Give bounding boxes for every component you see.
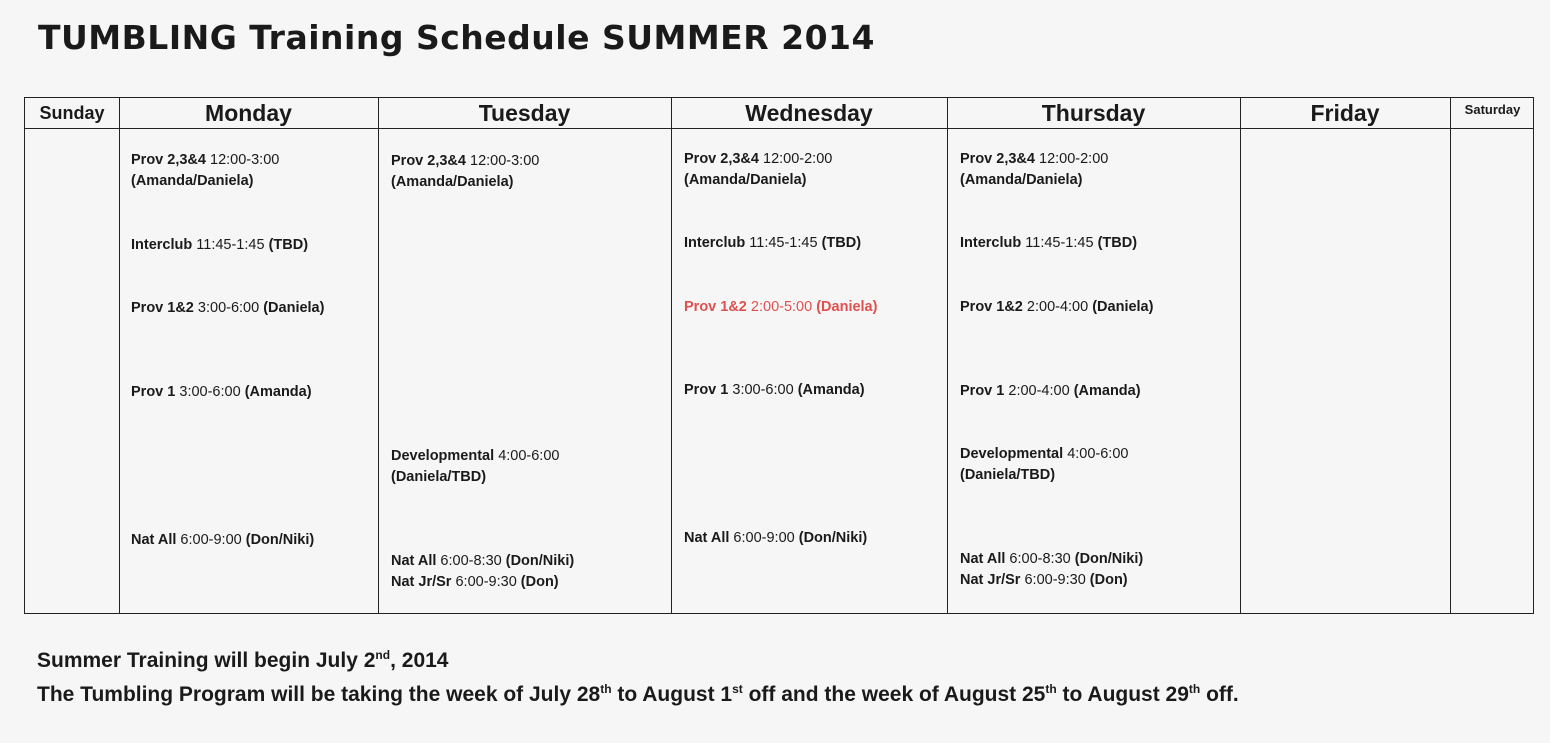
column-divider xyxy=(1450,98,1451,613)
schedule-entry-highlighted: Prov 1&2 2:00-5:00 (Daniela) xyxy=(684,299,878,315)
day-header-tuesday: Tuesday xyxy=(478,99,571,126)
schedule-entry: Prov 1&2 2:00-4:00 (Daniela) xyxy=(960,299,1154,315)
column-divider xyxy=(671,98,672,613)
schedule-entry: Nat All 6:00-8:30 (Don/Niki) Nat Jr/Sr 6:00-9:30 (Don) xyxy=(391,553,575,590)
page-title: TUMBLING Training Schedule SUMMER 2014 xyxy=(38,18,875,57)
day-header-friday: Friday xyxy=(1310,99,1380,126)
schedule-table xyxy=(24,97,1534,614)
schedule-entry: Interclub 11:45-1:45 (TBD) xyxy=(960,235,1138,251)
footer-start-note: Summer Training will begin July 2nd, 2014 xyxy=(37,648,449,672)
day-header-sunday: Sunday xyxy=(39,102,105,123)
schedule-entry: Prov 2,3&4 12:00-2:00 (Amanda/Daniela) xyxy=(684,151,833,188)
column-divider xyxy=(378,98,379,613)
schedule-entry: Prov 1 3:00-6:00 (Amanda) xyxy=(131,384,312,400)
schedule-entry: Prov 1 2:00-4:00 (Amanda) xyxy=(960,383,1141,399)
day-header-saturday: Saturday xyxy=(1464,101,1521,117)
day-header-monday: Monday xyxy=(205,99,292,126)
column-divider xyxy=(947,98,948,613)
schedule-entry: Prov 2,3&4 12:00-3:00 (Amanda/Daniela) xyxy=(391,153,540,190)
schedule-entry: Prov 2,3&4 12:00-2:00 (Amanda/Daniela) xyxy=(960,151,1109,188)
schedule-entry: Interclub 11:45-1:45 (TBD) xyxy=(131,237,309,253)
schedule-entry: Prov 1&2 3:00-6:00 (Daniela) xyxy=(131,300,325,316)
schedule-entry: Developmental 4:00-6:00 (Daniela/TBD) xyxy=(960,446,1129,483)
schedule-entry: Interclub 11:45-1:45 (TBD) xyxy=(684,235,862,251)
schedule-entry: Prov 2,3&4 12:00-3:00 (Amanda/Daniela) xyxy=(131,152,280,189)
header-divider xyxy=(25,128,1533,129)
day-header-wednesday: Wednesday xyxy=(745,99,873,126)
schedule-entry: Nat All 6:00-9:00 (Don/Niki) xyxy=(131,532,315,548)
schedule-entry: Prov 1 3:00-6:00 (Amanda) xyxy=(684,382,865,398)
schedule-entry: Developmental 4:00-6:00 (Daniela/TBD) xyxy=(391,448,560,485)
footer-break-note: The Tumbling Program will be taking the week of July 28th to August 1st off and the week of August 25th to August 29th off. xyxy=(37,682,1239,706)
column-divider xyxy=(1240,98,1241,613)
schedule-entry: Nat All 6:00-9:00 (Don/Niki) xyxy=(684,530,868,546)
schedule-entry: Nat All 6:00-8:30 (Don/Niki) Nat Jr/Sr 6:00-9:30 (Don) xyxy=(960,551,1144,588)
day-header-thursday: Thursday xyxy=(1041,99,1146,126)
column-divider xyxy=(119,98,120,613)
